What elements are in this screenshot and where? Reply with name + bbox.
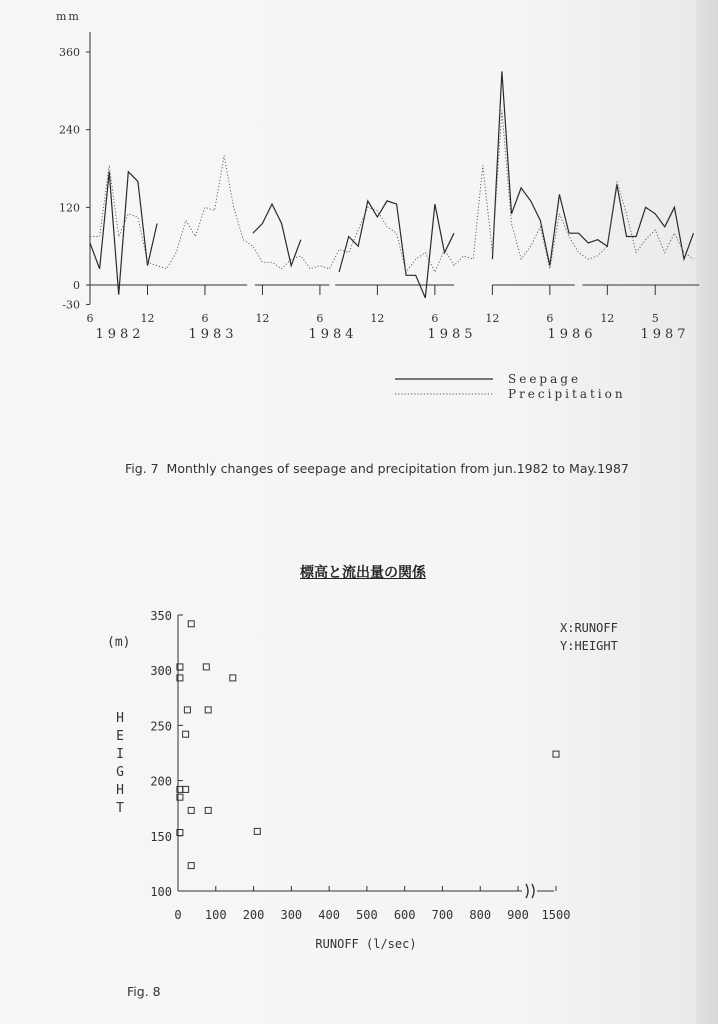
- fig8-x-tick-label: 500: [356, 908, 378, 922]
- fig7-y-tick-label: 360: [59, 46, 80, 60]
- fig8-legend-y: Y:HEIGHT: [560, 639, 618, 653]
- fig8-y-tick-label: 100: [150, 885, 172, 899]
- fig8-y-tick-label: 250: [150, 719, 172, 734]
- fig8-y-tick-label: 350: [150, 609, 172, 623]
- fig7-year-label: 1984: [308, 327, 358, 342]
- fig7-year-label: 1982: [95, 327, 145, 342]
- fig7-x-tick-label: 6: [431, 312, 439, 325]
- scatter-point: [188, 807, 194, 813]
- axis-break-mark: [526, 884, 534, 898]
- fig7-x-tick-label: 6: [86, 312, 94, 325]
- scatter-point: [203, 664, 209, 670]
- fig7-y-tick-label: 240: [59, 123, 80, 137]
- scatter-point: [254, 828, 260, 834]
- fig8-x-tick-label: 400: [318, 908, 340, 922]
- scatter-point: [205, 707, 211, 713]
- fig7-x-tick-label: 6: [316, 312, 324, 325]
- fig8-legend-x: X:RUNOFF: [560, 621, 618, 635]
- fig8-x-tick-label: 300: [280, 908, 303, 922]
- fig7-x-tick-label: 12: [370, 312, 385, 325]
- scatter-point: [230, 675, 236, 681]
- fig7-y-tick-label: -30: [62, 298, 80, 312]
- scatter-point: [188, 621, 194, 627]
- scatter-point: [205, 807, 211, 813]
- fig8-y-unit: (m): [107, 635, 131, 650]
- fig8-y-label-char: E: [116, 729, 124, 744]
- fig7-year-label: 1986: [547, 327, 597, 342]
- fig8-y-label-char: H: [116, 783, 124, 798]
- fig8-y-label-char: T: [116, 801, 124, 816]
- fig7-year-label: 1987: [640, 327, 690, 342]
- fig7-x-tick-label: 12: [600, 312, 615, 325]
- fig8-y-label-char: G: [116, 765, 124, 780]
- fig7-x-tick-label: 12: [255, 312, 270, 325]
- fig7-title: Monthly changes of seepage and precipitation from jun.1982 to May.1987: [166, 461, 629, 476]
- fig7-x-tick-label: 6: [546, 312, 554, 325]
- fig8-y-label-char: H: [116, 711, 124, 726]
- fig8-x-label: RUNOFF (l/sec): [315, 937, 417, 951]
- fig8-y-tick-label: 150: [150, 829, 172, 844]
- fig8-x-tick-label: 800: [469, 908, 492, 922]
- fig7-x-tick-label: 12: [140, 312, 155, 325]
- fig7-x-tick-label: 6: [201, 312, 209, 325]
- fig7-y-tick-label: 120: [59, 201, 80, 215]
- fig7-y-tick-label: 0: [73, 279, 80, 292]
- fig7-year-label: 1983: [188, 327, 238, 342]
- fig8-x-tick-label: 100: [204, 908, 227, 922]
- legend-precipitation-label: Precipitation: [508, 387, 626, 401]
- fig8-x-tick-label: 700: [431, 908, 454, 922]
- fig8-x-tick-label: 1500: [541, 908, 571, 922]
- fig7-x-tick-label: 5: [651, 312, 659, 325]
- scatter-point: [183, 786, 189, 792]
- fig8-x-tick-label: 600: [393, 908, 416, 922]
- fig8-title: 標高と流出量の関係: [300, 565, 426, 581]
- fig7-x-tick-label: 12: [485, 312, 500, 325]
- scatter-point: [188, 863, 194, 869]
- fig8-x-tick-label: 200: [242, 908, 265, 922]
- legend-seepage-label: Seepage: [508, 372, 582, 386]
- fig8-label: Fig. 8: [127, 984, 161, 999]
- scatter-point: [183, 731, 189, 737]
- fig8-x-tick-label: 0: [174, 908, 182, 922]
- fig8-y-tick-label: 300: [150, 664, 172, 679]
- fig7-year-label: 1985: [427, 327, 477, 342]
- fig7-y-unit: mm: [56, 10, 81, 23]
- fig8-y-label-char: I: [116, 747, 124, 762]
- scatter-point: [184, 707, 190, 713]
- fig7-label: Fig. 7: [125, 461, 159, 476]
- fig8-y-tick-label: 200: [150, 774, 172, 789]
- fig8-x-tick-label: 900: [507, 908, 529, 922]
- scatter-point: [553, 751, 559, 757]
